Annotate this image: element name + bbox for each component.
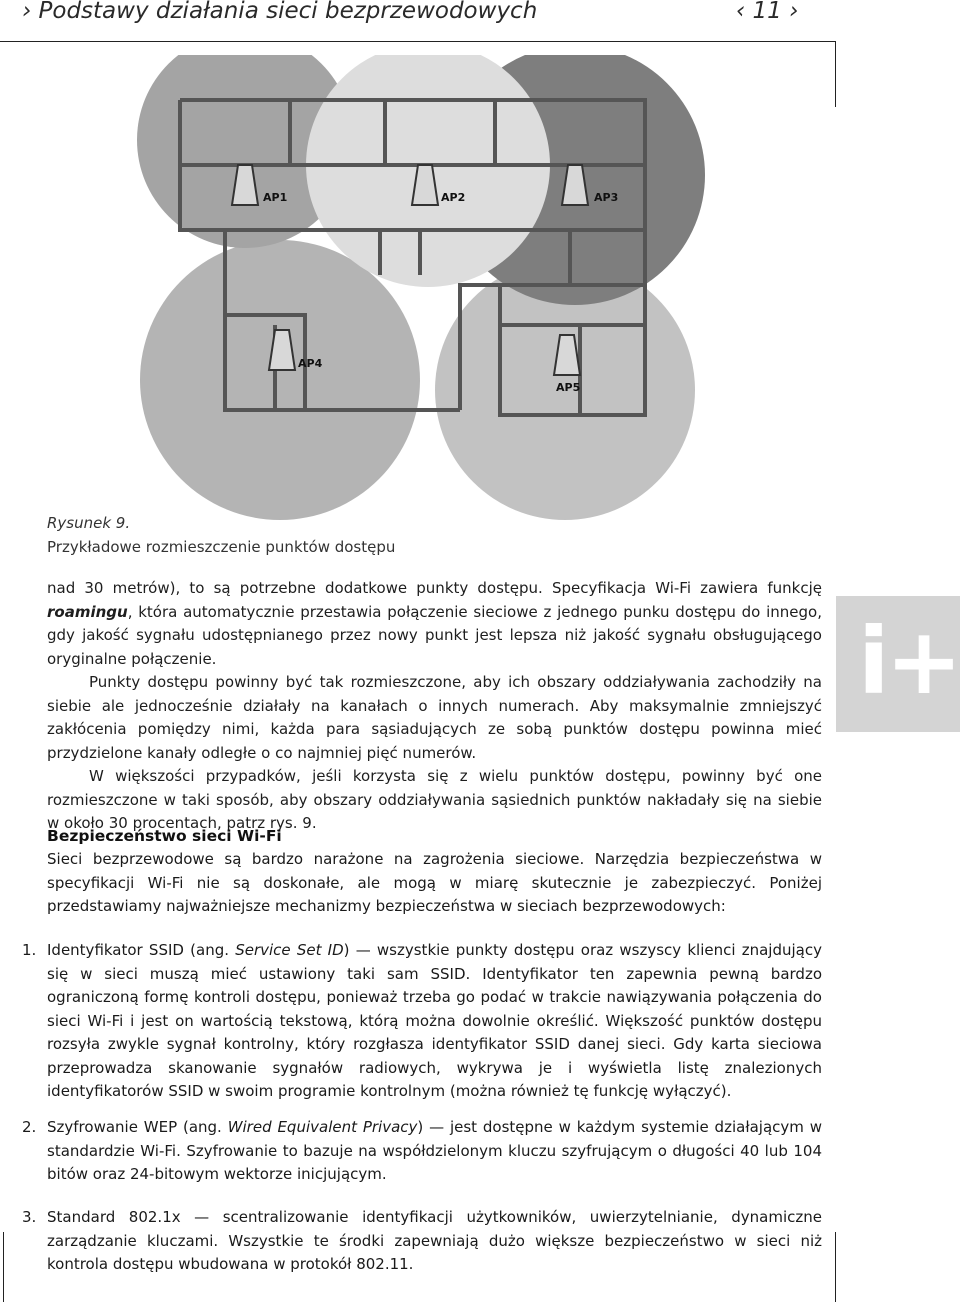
paragraph-placement: Punkty dostępu powinny być tak rozmieszczone, aby ich obszary oddziaływania zachodziły na siebie ale jednocześnie działały na kanałach o innych numerach. Aby maksymalnie zmniejszyć zakłócenia pomiędzy nimi, każda para sąsiadujących ze sobą punktów dostępu powinna mieć przydzielone kanały odległe o co najmniej pięć numerów. [47,673,822,762]
paragraph-overlap: W większości przypadków, jeśli korzysta się z wielu punktów dostępu, powinny być one rozmieszczone w taki sposób, aby obszary oddziaływania sąsiednich punktów nakładały się na siebie w około 30 procentach, patrz rys. 9. [47,767,822,832]
footer-vertical-rule-left [3,1232,4,1302]
ap1-label: AP1 [263,191,288,204]
sidebar-marker [836,596,960,732]
term-roaming: roamingu [47,602,128,621]
header-rule [0,41,836,42]
list-number: 2. [22,1118,37,1136]
ap4-label: AP4 [298,357,323,370]
list-number: 3. [22,1208,37,1226]
ap5-label: AP5 [556,381,581,394]
list-term: Identyfikator SSID [47,941,184,959]
figure-caption [47,514,395,556]
header-vertical-rule [835,41,836,107]
body-text [47,577,822,836]
list-term: Standard 802.1x [47,1208,181,1226]
running-header: › Podstawy działania sieci bezprzewodowych [22,0,538,24]
figure-number: Rysunek 9. [47,514,131,532]
coverage-circles [137,55,705,520]
coverage-circle-ap4 [140,240,420,520]
info-plus-icon: i+ [858,608,959,715]
paragraph-roaming: nad 30 metrów), to są potrzebne dodatkowe punkty dostępu. Specyfikacja Wi-Fi zawiera funkcję roamingu, która automatycznie przestawia połączenie sieciowe z jednego punku dostępu do innego, gdy jakość sygnału udostępnianego przez nowy punkt jest lepsza niż jakość sygnału obsługującego oryginalne połączenie. [47,579,822,668]
section-heading: Bezpieczeństwo sieci Wi-Fi [47,827,282,845]
footer-vertical-rule-right [835,1232,836,1302]
section-intro: Sieci bezprzewodowe są bardzo narażone na zagrożenia sieciowe. Narzędzia bezpieczeństwa w specyfikacji Wi-Fi nie są doskonałe, ale mogą w miarę skutecznie je zabezpieczyć. Poniżej przedstawiamy najważniejsze mechanizmy bezpieczeństwa w sieciach bezprzewodowych: [47,850,822,915]
list-number: 1. [22,941,37,959]
ap2-label: AP2 [441,191,466,204]
list-term: Szyfrowanie WEP [47,1118,178,1136]
ap3-label: AP3 [594,191,619,204]
page-number: ‹ 11 › [736,0,799,24]
figure-title: Przykładowe rozmieszczenie punktów dostępu [47,538,396,556]
access-point-floorplan-figure [130,55,750,525]
